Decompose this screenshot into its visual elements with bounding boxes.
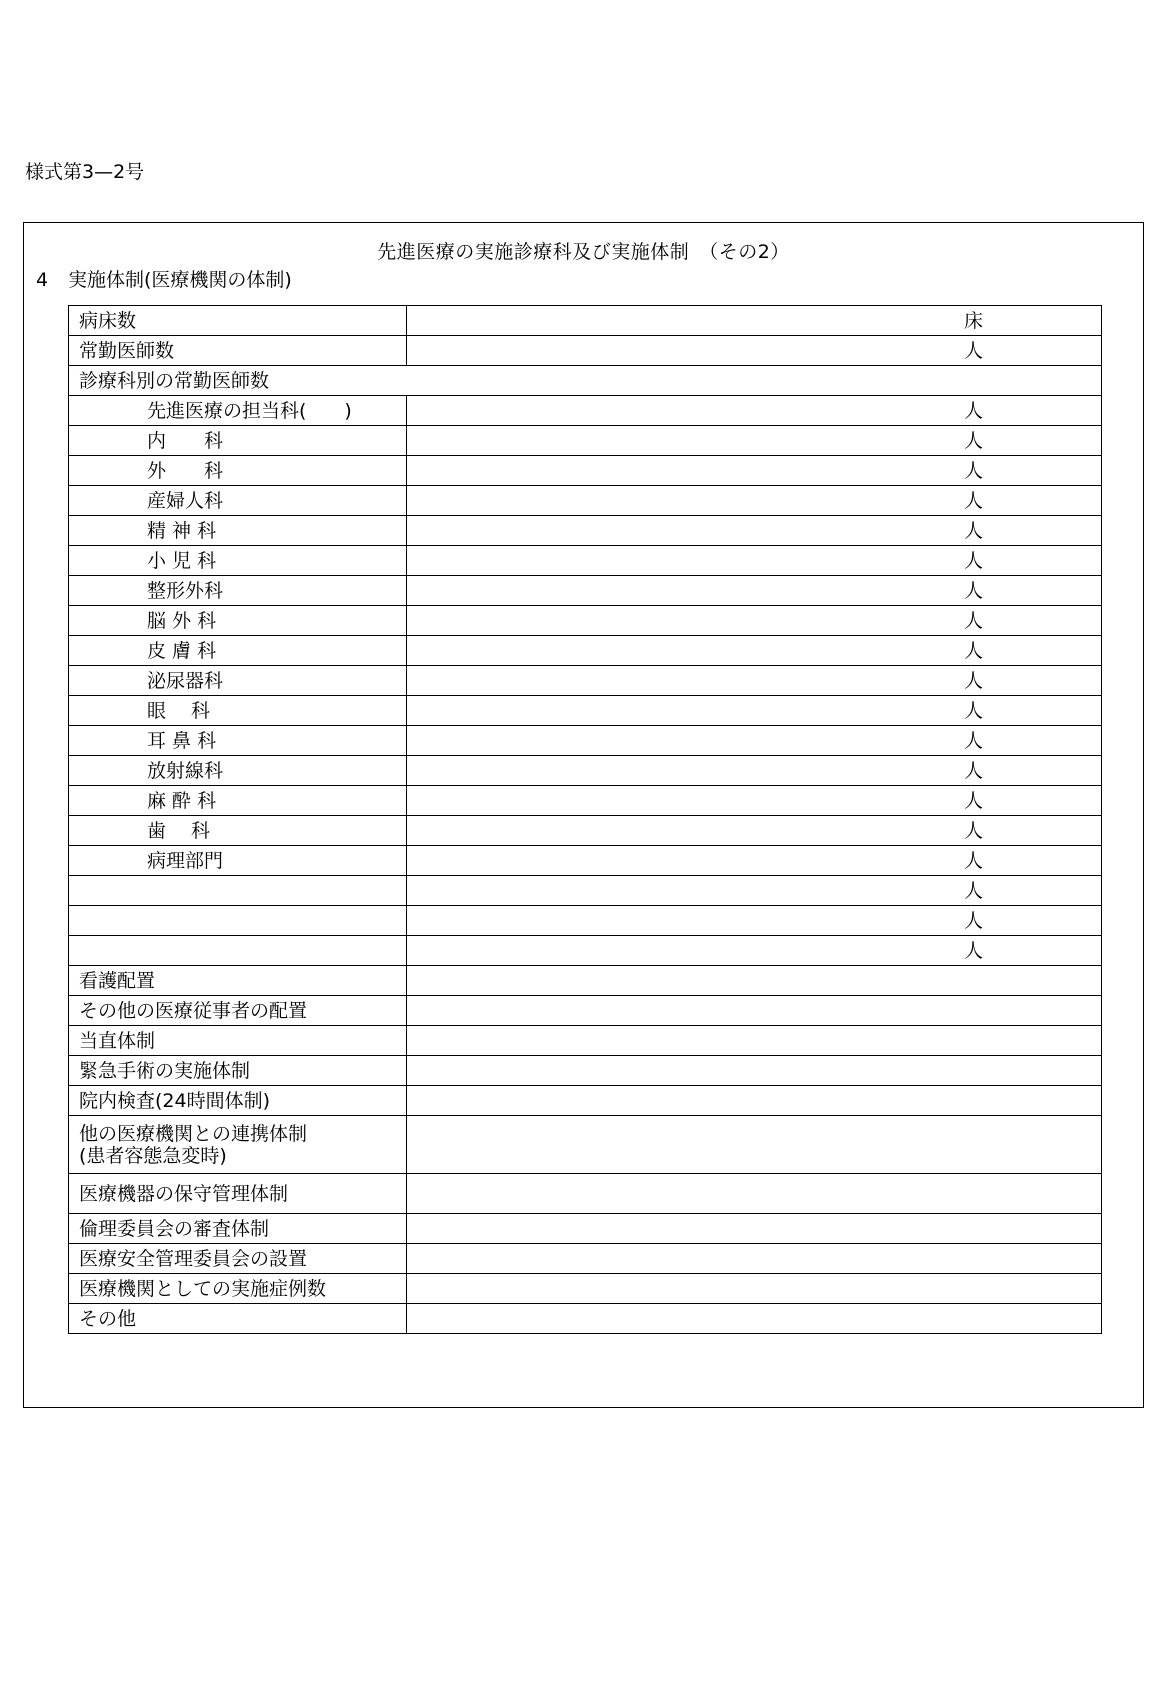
row-label: 医療安全管理委員会の設置 [69, 1244, 407, 1274]
table-row [69, 606, 1102, 636]
dept-label: 先進医療の担当科( ) [69, 396, 407, 426]
table-row [69, 996, 1102, 1026]
row-value-field[interactable]: 床 [407, 306, 1102, 336]
row-label: 緊急手術の実施体制 [69, 1056, 407, 1086]
table-row [69, 696, 1102, 726]
table-row [69, 576, 1102, 606]
table-row [69, 1026, 1102, 1056]
collab-label [69, 1116, 407, 1174]
table-row [69, 966, 1102, 996]
dept-label [69, 936, 407, 966]
dept-count-field[interactable]: 人 [407, 666, 1102, 696]
dept-count-field[interactable]: 人 [407, 546, 1102, 576]
table-row [69, 936, 1102, 966]
row-label: その他の医療従事者の配置 [69, 996, 407, 1026]
dept-label: 整形外科 [69, 576, 407, 606]
form-frame [23, 222, 1144, 1408]
dept-label: 麻 酔 科 [69, 786, 407, 816]
dept-label [69, 906, 407, 936]
dept-label [69, 876, 407, 906]
dept-label: 眼 科 [69, 696, 407, 726]
dept-count-field[interactable]: 人 [407, 936, 1102, 966]
form-number: 様式第3—2号 [25, 161, 145, 183]
dept-label: 病理部門 [69, 846, 407, 876]
table-row [69, 1116, 1102, 1174]
section-number: 4 [36, 269, 49, 291]
dept-count-field[interactable]: 人 [407, 906, 1102, 936]
collab-line1: 他の医療機関との連携体制 [79, 1122, 308, 1145]
dept-count-field[interactable]: 人 [407, 876, 1102, 906]
dept-label: 内 科 [69, 426, 407, 456]
dept-label: 小 児 科 [69, 546, 407, 576]
dept-label: 皮 膚 科 [69, 636, 407, 666]
row-value-field[interactable]: 人 [407, 336, 1102, 366]
row-value-field[interactable] [407, 1244, 1102, 1274]
dept-count-field[interactable]: 人 [407, 396, 1102, 426]
row-value-field[interactable] [407, 1056, 1102, 1086]
table-row [69, 1086, 1102, 1116]
table-row [69, 816, 1102, 846]
table-row [69, 1174, 1102, 1214]
table-row [69, 636, 1102, 666]
table-row [69, 1244, 1102, 1274]
row-label: 院内検査(24時間体制) [69, 1086, 407, 1116]
row-value-field[interactable] [407, 1214, 1102, 1244]
row-value-field[interactable] [407, 1174, 1102, 1214]
dept-count-field[interactable]: 人 [407, 516, 1102, 546]
section-heading [36, 265, 292, 292]
row-label: 病床数 [69, 306, 407, 336]
dept-count-field[interactable]: 人 [407, 576, 1102, 606]
row-label: その他 [69, 1304, 407, 1334]
dept-label: 脳 外 科 [69, 606, 407, 636]
dept-label: 歯 科 [69, 816, 407, 846]
table-row [69, 1304, 1102, 1334]
row-value-field[interactable] [407, 1274, 1102, 1304]
table-row [69, 876, 1102, 906]
row-label: 看護配置 [69, 966, 407, 996]
table-row [69, 1214, 1102, 1244]
table-row [69, 366, 1102, 396]
collab-line2: (患者容態急変時) [79, 1144, 227, 1167]
table-row [69, 456, 1102, 486]
dept-count-field[interactable]: 人 [407, 636, 1102, 666]
dept-label: 放射線科 [69, 756, 407, 786]
dept-count-field[interactable]: 人 [407, 726, 1102, 756]
dept-label: 精 神 科 [69, 516, 407, 546]
dept-count-field[interactable]: 人 [407, 456, 1102, 486]
table-row [69, 306, 1102, 336]
dept-count-field[interactable]: 人 [407, 846, 1102, 876]
table-row [69, 516, 1102, 546]
table-row [69, 846, 1102, 876]
dept-count-field[interactable]: 人 [407, 756, 1102, 786]
row-label: 医療機器の保守管理体制 [69, 1174, 407, 1214]
row-label: 当直体制 [69, 1026, 407, 1056]
row-label: 医療機関としての実施症例数 [69, 1274, 407, 1304]
table-row [69, 756, 1102, 786]
row-value-field[interactable] [407, 996, 1102, 1026]
dept-count-field[interactable]: 人 [407, 486, 1102, 516]
row-value-field[interactable] [407, 1086, 1102, 1116]
dept-count-field[interactable]: 人 [407, 426, 1102, 456]
row-label: 倫理委員会の審査体制 [69, 1214, 407, 1244]
table-row [69, 486, 1102, 516]
table-row [69, 906, 1102, 936]
table-row [69, 786, 1102, 816]
row-value-field[interactable] [407, 966, 1102, 996]
dept-count-field[interactable]: 人 [407, 816, 1102, 846]
dept-header: 診療科別の常勤医師数 [69, 366, 1102, 396]
table-row [69, 546, 1102, 576]
table-row [69, 666, 1102, 696]
dept-count-field[interactable]: 人 [407, 696, 1102, 726]
staffing-table [68, 305, 1102, 1334]
dept-label: 外 科 [69, 456, 407, 486]
row-value-field[interactable] [407, 1026, 1102, 1056]
table-row [69, 1274, 1102, 1304]
document-title: 先進医療の実施診療科及び実施体制 （その2） [377, 241, 790, 263]
table-row [69, 396, 1102, 426]
collab-value-field[interactable] [407, 1116, 1102, 1174]
row-value-field[interactable] [407, 1304, 1102, 1334]
dept-label: 耳 鼻 科 [69, 726, 407, 756]
dept-count-field[interactable]: 人 [407, 786, 1102, 816]
table-row [69, 726, 1102, 756]
table-row [69, 426, 1102, 456]
row-label: 常勤医師数 [69, 336, 407, 366]
table-row [69, 1056, 1102, 1086]
dept-label: 産婦人科 [69, 486, 407, 516]
dept-count-field[interactable]: 人 [407, 606, 1102, 636]
dept-label: 泌尿器科 [69, 666, 407, 696]
section-label: 実施体制(医療機関の体制) [68, 269, 292, 291]
table-row [69, 336, 1102, 366]
